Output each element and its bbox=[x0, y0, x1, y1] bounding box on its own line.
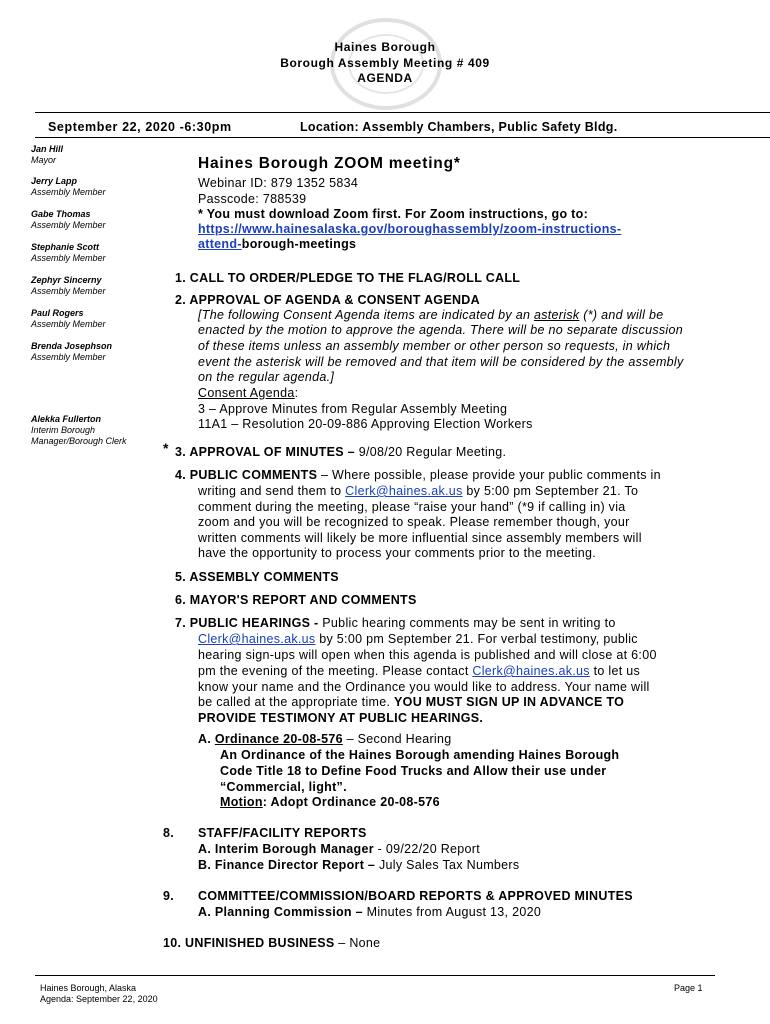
member-role: Assembly Member bbox=[31, 253, 106, 263]
text-part: to let us bbox=[589, 664, 641, 678]
report-finance bbox=[198, 858, 519, 873]
consent-item-resolution: 11A1 – Resolution 20-09-886 Approving Election Workers bbox=[198, 417, 533, 431]
item-staff-reports: STAFF/FACILITY REPORTS bbox=[198, 826, 367, 840]
member-name: Paul Rogers bbox=[31, 308, 84, 318]
consent-note-line1 bbox=[198, 308, 663, 323]
meeting-date: September 22, 2020 -6:30pm bbox=[48, 120, 232, 134]
zoom-instructions-note: * You must download Zoom first. For Zoom instructions, go to: bbox=[198, 207, 589, 221]
item-detail: 9/08/20 Regular Meeting. bbox=[358, 445, 507, 459]
item-detail: Public hearing comments may be sent in writing to bbox=[322, 616, 616, 630]
member-manager bbox=[31, 414, 127, 447]
text-part: [The following Consent Agenda items are indicated by an bbox=[198, 308, 534, 322]
public-hearings-line3: hearing sign-ups will open when this agenda is published and will close at 6:00 bbox=[198, 648, 657, 662]
report-detail: July Sales Tax Numbers bbox=[378, 858, 520, 872]
member-name: Gabe Thomas bbox=[31, 209, 91, 219]
ordinance-heading bbox=[198, 732, 452, 747]
member-assembly bbox=[31, 209, 106, 231]
member-role: Assembly Member bbox=[31, 319, 106, 329]
item-assembly-comments: 5. ASSEMBLY COMMENTS bbox=[175, 570, 339, 584]
clerk-email-link[interactable]: Clerk@haines.ak.us bbox=[198, 632, 316, 646]
consent-note-line3: of these items unless an assembly member or other person so requests, in which bbox=[198, 339, 671, 353]
item-public-hearings bbox=[175, 616, 616, 631]
member-role: Assembly Member bbox=[31, 187, 106, 197]
item-number-9: 9. bbox=[163, 889, 175, 903]
member-name: Jan Hill bbox=[31, 144, 64, 154]
consent-agenda-label bbox=[198, 386, 298, 401]
header-meeting-number: Borough Assembly Meeting # 409 bbox=[280, 56, 490, 70]
public-hearings-line7: PROVIDE TESTIMONY AT PUBLIC HEARINGS. bbox=[198, 711, 484, 725]
date-rule bbox=[35, 137, 770, 138]
member-name: Alekka Fullerton bbox=[31, 414, 102, 424]
ordinance-number: Ordinance 20-08-576 bbox=[214, 732, 343, 746]
member-role: Assembly Member bbox=[31, 352, 106, 362]
ordinance-title-line3: “Commercial, light”. bbox=[220, 780, 347, 794]
member-role: Interim Borough bbox=[31, 425, 96, 435]
footer-page-number: Page 1 bbox=[674, 983, 703, 993]
consent-item-minutes: 3 – Approve Minutes from Regular Assembly Meeting bbox=[198, 402, 508, 416]
text-part: by 5:00 pm September 21. For verbal testimony, public bbox=[315, 632, 638, 646]
zoom-passcode: Passcode: 788539 bbox=[198, 192, 307, 206]
member-role: Assembly Member bbox=[31, 220, 106, 230]
item-committee-reports: COMMITTEE/COMMISSION/BOARD REPORTS & APPROVED MINUTES bbox=[198, 889, 633, 903]
consent-note-line4: event the asterisk will be removed and that item will be considered by the assembly bbox=[198, 355, 684, 369]
item-call-to-order: 1. CALL TO ORDER/PLEDGE TO THE FLAG/ROLL CALL bbox=[175, 271, 521, 285]
header-agenda-label: AGENDA bbox=[357, 71, 413, 85]
ordinance-hearing: – Second Hearing bbox=[342, 732, 452, 746]
motion-text: : Adopt Ordinance 20-08-576 bbox=[262, 795, 440, 809]
signup-notice: YOU MUST SIGN UP IN ADVANCE TO bbox=[394, 695, 625, 709]
member-role-line2: Manager/Borough Clerk bbox=[31, 436, 127, 446]
zoom-instructions-link[interactable]: https://www.hainesalaska.gov/boroughassembly/zoom-instructions- bbox=[198, 222, 622, 236]
item-number-8: 8. bbox=[163, 826, 175, 840]
report-manager bbox=[198, 842, 480, 857]
public-hearings-line5: know your name and the Ordinance you would like to address. Your name will bbox=[198, 680, 650, 694]
item-approval-agenda: 2. APPROVAL OF AGENDA & CONSENT AGENDA bbox=[175, 293, 480, 307]
item-unfinished-business bbox=[163, 936, 380, 951]
report-title: B. Finance Director Report – bbox=[198, 858, 379, 872]
zoom-instructions-link-line2 bbox=[198, 237, 356, 252]
header-borough-name: Haines Borough bbox=[334, 40, 436, 54]
public-comments-line5: written comments will likely be more influential since assembly members will bbox=[198, 531, 642, 545]
report-detail: - 09/22/20 Report bbox=[373, 842, 481, 856]
ordinance-motion bbox=[220, 795, 440, 810]
public-comments-line2 bbox=[198, 484, 638, 499]
text-part: be called at the appropriate time. bbox=[198, 695, 395, 709]
public-hearings-line4 bbox=[198, 664, 640, 679]
member-name: Zephyr Sincerny bbox=[31, 275, 102, 285]
item-approval-minutes bbox=[175, 445, 506, 460]
consent-note-line2: enacted by the motion to approve the agenda. There will be no separate discussion bbox=[198, 323, 684, 337]
text-part: pm the evening of the meeting. Please contact bbox=[198, 664, 473, 678]
item-detail: – Where possible, please provide your public comments in bbox=[317, 468, 661, 482]
report-title: A. Planning Commission – bbox=[198, 905, 367, 919]
member-name: Jerry Lapp bbox=[31, 176, 78, 186]
meeting-location: Location: Assembly Chambers, Public Safety Bldg. bbox=[300, 120, 618, 134]
consent-agenda-heading: Consent Agenda bbox=[198, 386, 295, 400]
member-assembly bbox=[31, 176, 106, 198]
member-name: Brenda Josephson bbox=[31, 341, 113, 351]
text-part: by 5:00 pm September 21. To bbox=[462, 484, 639, 498]
report-title: A. Interim Borough Manager bbox=[198, 842, 374, 856]
item-heading: 7. PUBLIC HEARINGS - bbox=[175, 616, 323, 630]
footer-org: Haines Borough, Alaska bbox=[40, 983, 137, 993]
ordinance-letter: A. bbox=[198, 732, 215, 746]
member-mayor bbox=[31, 144, 63, 166]
clerk-email-link[interactable]: Clerk@haines.ak.us bbox=[472, 664, 590, 678]
footer-rule bbox=[35, 975, 715, 976]
clerk-email-link[interactable]: Clerk@haines.ak.us bbox=[345, 484, 463, 498]
member-assembly bbox=[31, 308, 106, 330]
public-hearings-line6 bbox=[198, 695, 624, 710]
ordinance-title-line2: Code Title 18 to Define Food Trucks and Allow their use under bbox=[220, 764, 607, 778]
item-detail: – None bbox=[334, 936, 381, 950]
member-assembly bbox=[31, 242, 106, 264]
public-comments-line3: comment during the meeting, please “raise your hand” (*9 if calling in) via bbox=[198, 500, 626, 514]
item-heading: 10. UNFINISHED BUSINESS bbox=[163, 936, 335, 950]
report-detail: Minutes from August 13, 2020 bbox=[366, 905, 542, 919]
header-rule bbox=[35, 112, 770, 113]
zoom-webinar-id: Webinar ID: 879 1352 5834 bbox=[198, 176, 359, 190]
text-part: writing and send them to bbox=[198, 484, 346, 498]
public-comments-line6: have the opportunity to process your comments prior to the meeting. bbox=[198, 546, 597, 560]
asterisk-term: asterisk bbox=[533, 308, 580, 322]
consent-note-line5: on the regular agenda.] bbox=[198, 370, 335, 384]
colon: : bbox=[294, 386, 299, 400]
member-assembly bbox=[31, 341, 112, 363]
item-mayors-report: 6. MAYOR'S REPORT AND COMMENTS bbox=[175, 593, 417, 607]
consent-asterisk-marker: * bbox=[163, 440, 169, 456]
member-role: Mayor bbox=[31, 155, 57, 165]
report-planning bbox=[198, 905, 541, 920]
member-assembly bbox=[31, 275, 106, 297]
zoom-link-rest: borough-meetings bbox=[241, 237, 357, 251]
item-heading: 3. APPROVAL OF MINUTES – bbox=[175, 445, 359, 459]
member-name: Stephanie Scott bbox=[31, 242, 100, 252]
member-role: Assembly Member bbox=[31, 286, 106, 296]
zoom-title: Haines Borough ZOOM meeting* bbox=[198, 155, 461, 172]
item-heading: 4. PUBLIC COMMENTS bbox=[175, 468, 318, 482]
footer-agenda-date: Agenda: September 22, 2020 bbox=[40, 994, 158, 1004]
public-hearings-line2 bbox=[198, 632, 638, 647]
motion-label: Motion bbox=[220, 795, 263, 809]
item-public-comments bbox=[175, 468, 661, 483]
zoom-link-part[interactable]: attend- bbox=[198, 237, 242, 251]
ordinance-title-line1: An Ordinance of the Haines Borough amending Haines Borough bbox=[220, 748, 620, 762]
text-part: (*) and will be bbox=[579, 308, 664, 322]
public-comments-line4: zoom and you will be recognized to speak. Please remember though, your bbox=[198, 515, 630, 529]
